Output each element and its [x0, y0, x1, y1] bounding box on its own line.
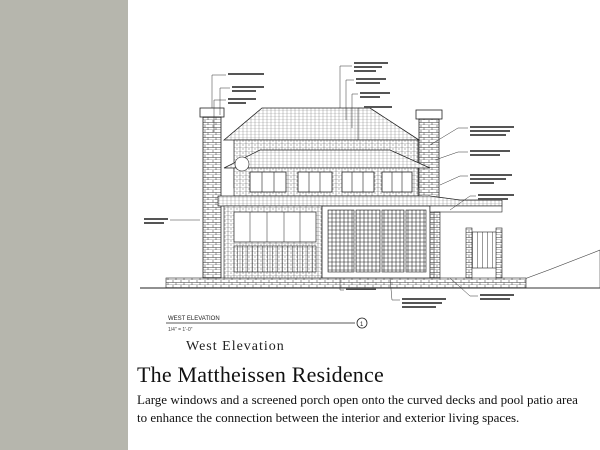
drawing-caption: West Elevation: [186, 339, 285, 354]
drawing-label: WEST ELEVATION: [168, 316, 220, 322]
drawing-scale: 1/4" = 1'-0": [168, 327, 193, 333]
elevation-drawing: [130, 0, 600, 335]
page-title: The Mattheissen Residence: [137, 362, 384, 387]
side-band: [0, 0, 128, 450]
drawing-marker: 1: [360, 322, 364, 328]
description-text: Large windows and a screened porch open onto the curved decks and pool patio area to enhance the connection between the interior and exterior living spaces.: [137, 392, 578, 425]
